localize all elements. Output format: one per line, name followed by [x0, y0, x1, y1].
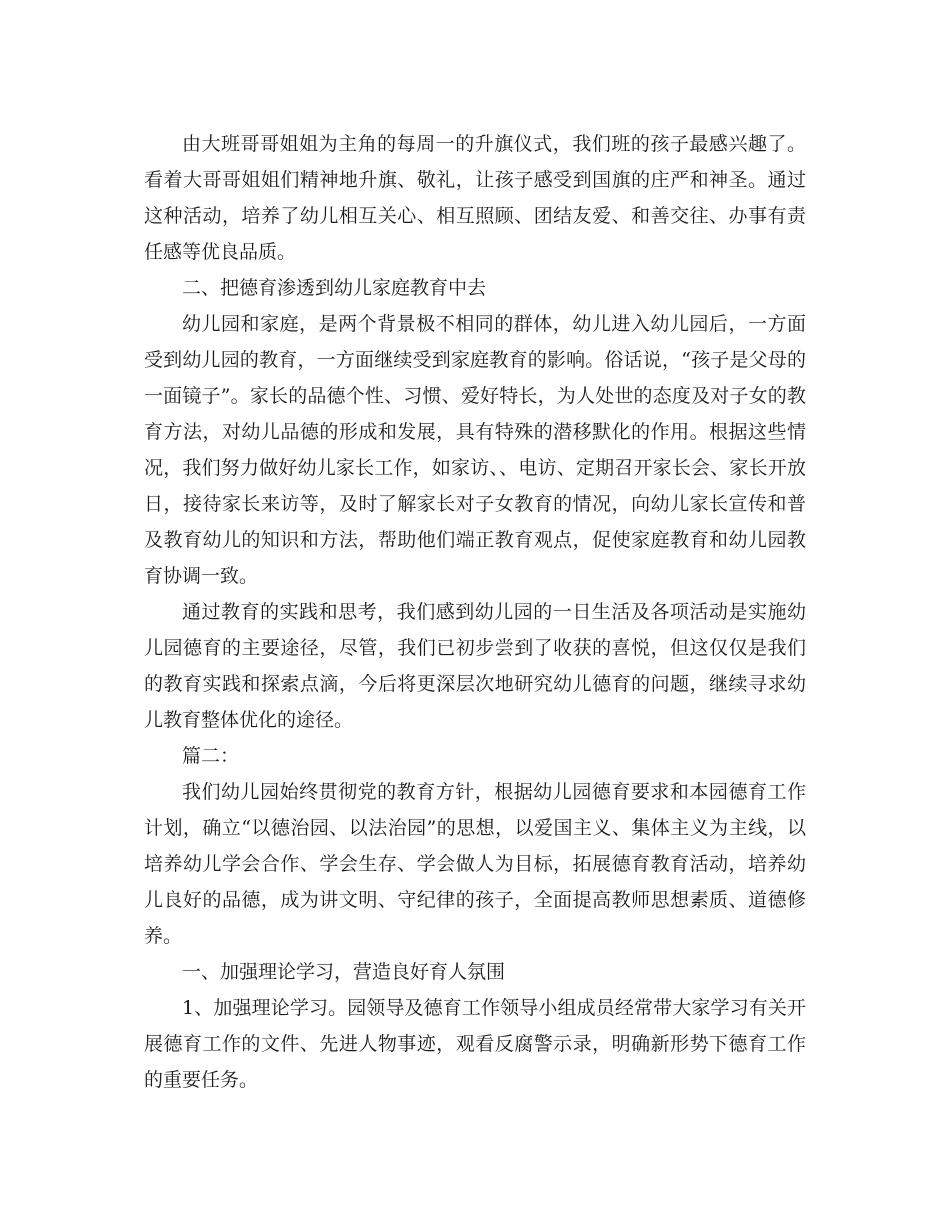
paragraph-theory-study: 1、加强理论学习。园领导及德育工作领导小组成员经常带大家学习有关开展德育工作的文件、先进人物事迹，观看反腐警示录，明确新形势下德育工作的重要任务。	[144, 997, 806, 1091]
paragraph-flag-ceremony: 由大班哥哥姐姐为主角的每周一的升旗仪式，我们班的孩子最感兴趣了。看着大哥哥姐姐们精神地升旗、敬礼，让孩子感受到国旗的庄严和神圣。通过这种活动，培养了幼儿相互关心、相互照顾、团结友爱、和善交往、办事有责任感等优良品质。	[144, 133, 806, 263]
paragraph-conclusion: 通过教育的实践和思考，我们感到幼儿园的一日生活及各项活动是实施幼儿园德育的主要途径，尽管，我们已初步尝到了收获的喜悦，但这仅仅是我们的教育实践和探索点滴，今后将更深层次地研究幼儿德育的问题，继续寻求幼儿教育整体优化的途径。	[144, 601, 806, 731]
document-body	[144, 126, 806, 1098]
paragraph-article-two-intro: 我们幼儿园始终贯彻党的教育方针，根据幼儿园德育要求和本园德育工作计划，确立“以德治园、以法治园”的思想，以爱国主义、集体主义为主线，以培养幼儿学会合作、学会生存、学会做人为目标，拓展德育教育活动，培养幼儿良好的品德，成为讲文明、守纪律的孩子，全面提高教师思想素质、道德修养。	[144, 781, 806, 947]
article-two-heading: 篇二：	[182, 745, 240, 767]
paragraph-family-education: 幼儿园和家庭，是两个背景极不相同的群体，幼儿进入幼儿园后，一方面受到幼儿园的教育，一方面继续受到家庭教育的影响。俗话说，“孩子是父母的一面镜子”。家长的品德个性、习惯、爱好特长，为人处世的态度及对子女的教育方法，对幼儿品德的形成和发展，具有特殊的潜移默化的作用。根据这些情况，我们努力做好幼儿家长工作，如家访、、电访、定期召开家长会、家长开放日，接待家长来访等，及时了解家长对子女教育的情况，向幼儿家长宣传和普及教育幼儿的知识和方法，帮助他们端正教育观点，促使家庭教育和幼儿园教育协调一致。	[144, 313, 806, 587]
section-heading-family-education: 二、把德育渗透到幼儿家庭教育中去	[182, 277, 487, 299]
section-heading-theory-study: 一、加强理论学习，营造良好育人氛围	[182, 961, 506, 983]
